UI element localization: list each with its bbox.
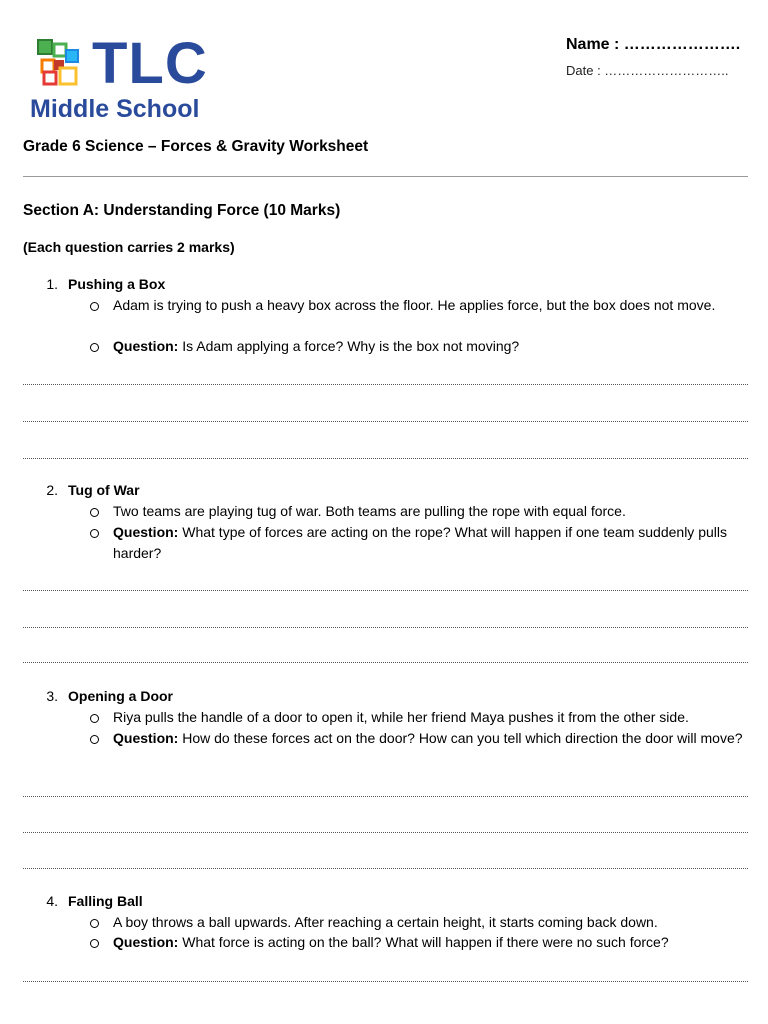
question-title: Pushing a Box <box>68 276 166 292</box>
question-number: 4. <box>46 893 58 909</box>
section-note: (Each question carries 2 marks) <box>23 239 235 255</box>
answer-line[interactable] <box>23 868 748 869</box>
question-number: 3. <box>46 688 58 704</box>
worksheet-title: Grade 6 Science – Forces & Gravity Worksheet <box>23 138 369 155</box>
question-number: 1. <box>46 276 58 292</box>
question-prompt <box>113 522 749 563</box>
section-title: Section A: Understanding Force (10 Marks) <box>23 202 341 219</box>
answer-line[interactable] <box>23 981 748 982</box>
question-text: What force is acting on the ball? What will happen if there were no such force? <box>182 934 669 950</box>
question-prompt <box>113 728 749 749</box>
answer-line[interactable] <box>23 627 748 628</box>
question-prompt <box>113 932 749 953</box>
bullet-icon <box>90 714 99 723</box>
divider <box>23 176 748 177</box>
bullet-icon <box>90 919 99 928</box>
question-text: What type of forces are acting on the rope? What will happen if one team suddenly pulls harder? <box>113 524 727 561</box>
bullet-icon <box>90 939 99 948</box>
question-title: Falling Ball <box>68 893 143 909</box>
question-title: Opening a Door <box>68 688 173 704</box>
question-label: Question: <box>113 934 179 950</box>
question-text: Is Adam applying a force? Why is the box not moving? <box>182 338 520 354</box>
name-field: Name : …………………. <box>566 36 741 53</box>
question-scenario: Riya pulls the handle of a door to open it, while her friend Maya pushes it from the other side. <box>113 709 689 725</box>
bullet-icon <box>90 343 99 352</box>
bullet-icon <box>90 508 99 517</box>
logo-wordmark: TLC <box>92 31 208 96</box>
question-label: Question: <box>113 338 179 354</box>
question-scenario: Two teams are playing tug of war. Both teams are pulling the rope with equal force. <box>113 503 626 519</box>
answer-line[interactable] <box>23 796 748 797</box>
question-number: 2. <box>46 482 58 498</box>
answer-line[interactable] <box>23 832 748 833</box>
answer-line[interactable] <box>23 590 748 591</box>
logo-mark-icon <box>36 38 90 92</box>
question-label: Question: <box>113 524 179 540</box>
question-scenario: Adam is trying to push a heavy box across the floor. He applies force, but the box does not move. <box>113 297 716 313</box>
bullet-icon <box>90 529 99 538</box>
answer-line[interactable] <box>23 662 748 663</box>
question-label: Question: <box>113 730 179 746</box>
answer-line[interactable] <box>23 458 748 459</box>
logo-subtitle: Middle School <box>30 95 200 123</box>
school-logo <box>30 31 216 126</box>
question-scenario: A boy throws a ball upwards. After reaching a certain height, it starts coming back down. <box>113 914 658 930</box>
question-text: How do these forces act on the door? How can you tell which direction the door will move? <box>182 730 743 746</box>
answer-line[interactable] <box>23 384 748 385</box>
date-field: Date : ……………………….. <box>566 63 729 78</box>
question-prompt <box>113 336 749 357</box>
question-title: Tug of War <box>68 482 140 498</box>
bullet-icon <box>90 302 99 311</box>
bullet-icon <box>90 735 99 744</box>
answer-line[interactable] <box>23 421 748 422</box>
